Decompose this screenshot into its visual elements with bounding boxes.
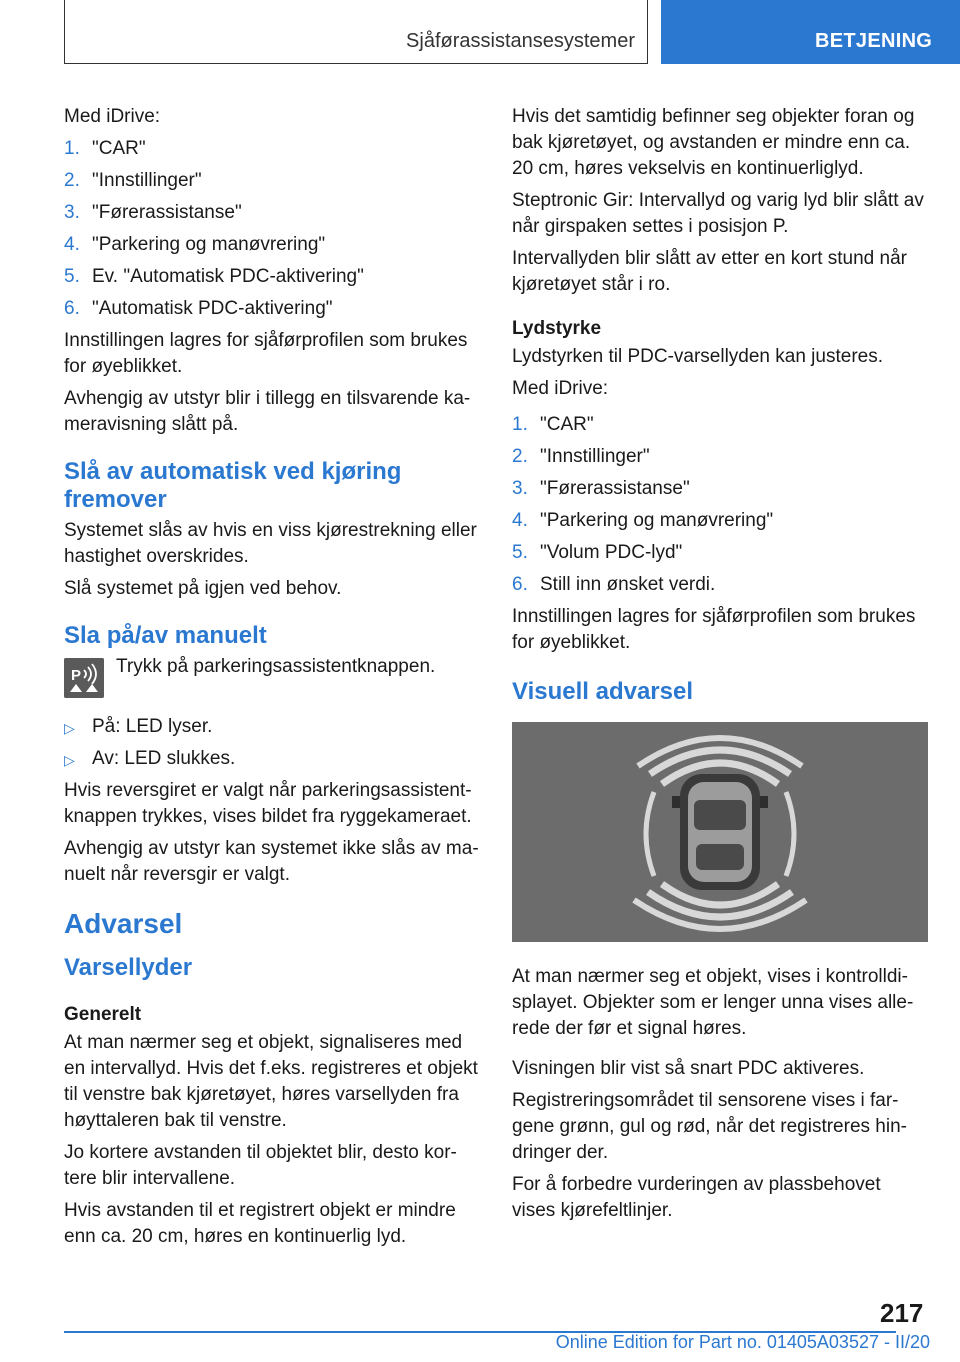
paragraph: Steptronic Gir: Intervallyd og varig lyd blir slått av når girspaken settes i posisjon P. — [512, 190, 924, 237]
paragraph: Slå systemet på igjen ved behov. — [64, 578, 342, 599]
heading-warning: Advarsel — [64, 908, 183, 939]
list-item: 4. "Parkering og manøvrering" — [512, 510, 774, 531]
list-item: 3. "Førerassistanse" — [64, 202, 242, 223]
list-item: 2. "Innstillinger" — [64, 170, 202, 191]
list-item: 1. "CAR" — [64, 138, 146, 159]
icon-text: Trykk på parkeringsassistentknappen. — [116, 656, 436, 677]
paragraph: Innstillingen lagres for sjåførprofilen som brukes for øyeblikket. — [512, 606, 916, 653]
idrive-steps-list — [64, 136, 480, 322]
header-chapter-tab — [661, 0, 960, 64]
list-item: 1. "CAR" — [512, 414, 594, 435]
list-item: 6. Still inn ønsket verdi. — [512, 574, 716, 595]
list-item: 4. "Parkering og manøvrering" — [64, 234, 326, 255]
parking-button-instruction — [64, 654, 480, 704]
heading-volume: Lydstyrke — [512, 318, 602, 339]
paragraph: Jo kortere avstanden til objektet blir, desto kortere blir intervallene. — [64, 1142, 457, 1189]
idrive-intro: Med iDrive: — [512, 378, 609, 399]
paragraph: For å forbedre vurderingen av plassbehovet vises kjørefeltlinjer. — [512, 1174, 881, 1221]
paragraph: Innstillingen lagres for sjåførprofilen som brukes for øyeblikket. — [64, 330, 468, 377]
header-section-title: Sjåførassistansesystemer — [406, 30, 635, 52]
paragraph: Hvis avstanden til et registrert objekt er mindre enn ca. 20 cm, høres en kontinuerlig lyd. — [64, 1200, 456, 1247]
paragraph: At man nærmer seg et objekt, vises i kontrolldisplayet. Objekter som er lenger unna vises allerede der før et signal høres. — [512, 966, 914, 1039]
parking-assist-icon — [64, 658, 104, 698]
list-item: 2. "Innstillinger" — [512, 446, 650, 467]
header-chapter-title: BETJENING — [815, 30, 933, 52]
heading-general: Generelt — [64, 1004, 142, 1025]
paragraph: Registreringsområdet til sensorene vises i fargene grønn, gul og rød, når det registreres hindringer der. — [512, 1090, 907, 1163]
paragraph: Avhengig av utstyr kan systemet ikke slås av manuelt når reversgir er valgt. — [64, 838, 479, 885]
page-number: 217 — [880, 1298, 924, 1328]
list-item: 6. "Automatisk PDC-aktivering" — [64, 298, 333, 319]
paragraph: Hvis det samtidig befinner seg objekter foran og bak kjøretøyet, og avstanden er mindre enn ca. 20 cm, høres vekselvis en kontinuerliglyd. — [512, 106, 915, 179]
volume-steps-list — [512, 412, 928, 598]
heading-manual: Sla på/av manuelt — [64, 622, 267, 649]
paragraph: Systemet slås av hvis en viss kjørestrekning eller hastighet overskrides. — [64, 520, 477, 567]
paragraph: At man nærmer seg et objekt, signaliseres med en intervallyd. Hvis det f.eks. registreres et objekt til venstre bak kjøretøyet, høres varsellyden fra høyttaleren bak til venstre. — [64, 1032, 478, 1131]
idrive-intro: Med iDrive: — [64, 106, 161, 127]
footer-edition: Online Edition for Part no. 01405A03527 - II/20 — [555, 1332, 930, 1352]
paragraph: Avhengig av utstyr blir i tillegg en tilsvarende kameravisning slått på. — [64, 388, 471, 435]
header-section-box — [64, 0, 648, 64]
pdc-display-illustration — [512, 722, 928, 942]
paragraph: Visningen blir vist så snart PDC aktiveres. — [512, 1058, 865, 1079]
svg-text:P: P — [71, 667, 82, 684]
list-item: 5. Ev. "Automatisk PDC-aktivering" — [64, 266, 364, 287]
led-status-list — [64, 714, 480, 772]
heading-auto-off: Slå av automatisk ved kjøring fremover — [64, 458, 402, 513]
right-column — [512, 104, 928, 1230]
heading-warning-sounds: Varsellyder — [64, 954, 193, 981]
left-column — [64, 104, 480, 1256]
list-item: ▷ På: LED lyser. — [64, 716, 213, 737]
list-item: 3. "Førerassistanse" — [512, 478, 690, 499]
heading-visual-warning: Visuell advarsel — [512, 678, 694, 705]
paragraph: Lydstyrken til PDC-varsellyden kan justeres. — [512, 346, 883, 367]
paragraph: Intervallyden blir slått av etter en kort stund når kjøretøyet står i ro. — [512, 248, 907, 295]
list-item: 5. "Volum PDC-lyd" — [512, 542, 683, 563]
list-item: ▷ Av: LED slukkes. — [64, 748, 236, 769]
paragraph: Hvis reversgiret er valgt når parkeringsassistentknappen trykkes, vises bildet fra ryggekameraet. — [64, 780, 472, 827]
